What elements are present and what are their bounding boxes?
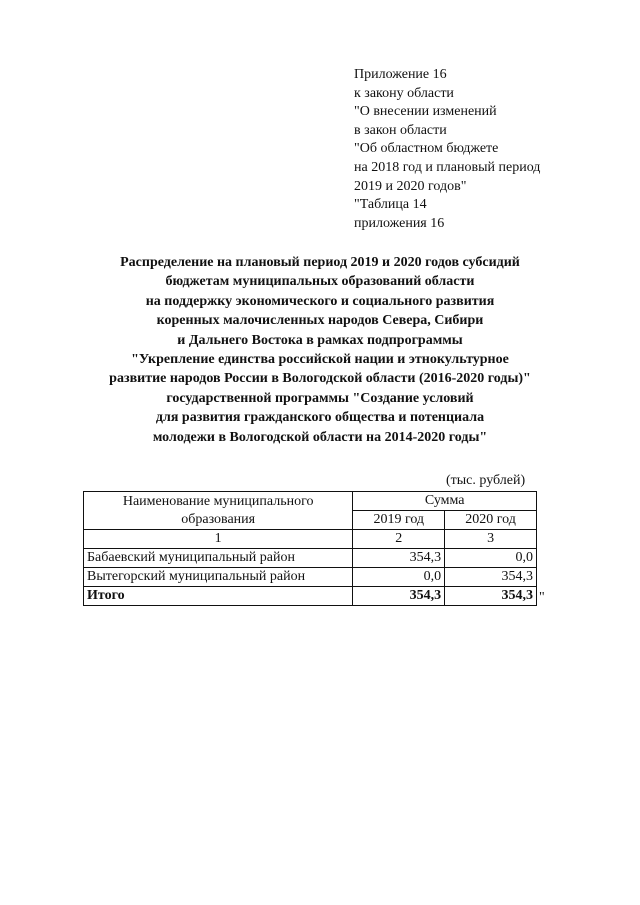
municipality-name: Бабаевский муниципальный район	[84, 549, 353, 568]
appendix-line: к закону области	[354, 85, 454, 101]
appendix-line: приложения 16	[354, 215, 445, 231]
title-line: государственной программы "Создание условий	[166, 390, 474, 406]
total-2020: 354,3	[445, 587, 537, 606]
header-year-2019: 2019 год	[353, 511, 445, 530]
column-numbers-row	[84, 530, 537, 549]
header-year-2020: 2020 год	[445, 511, 537, 530]
column-number: 2	[353, 530, 445, 549]
subsidy-table	[83, 491, 537, 606]
total-label: Итого	[84, 587, 353, 606]
title-line: и Дальнего Востока в рамках подпрограммы	[177, 332, 463, 348]
column-number: 3	[445, 530, 537, 549]
appendix-line: "Об областном бюджете	[354, 141, 499, 157]
appendix-line: на 2018 год и плановый период	[354, 159, 541, 175]
appendix-header	[354, 66, 540, 233]
title-line: коренных малочисленных народов Севера, Сибири	[156, 313, 484, 329]
column-number: 1	[84, 530, 353, 549]
value-2020: 354,3	[445, 568, 537, 587]
header-municipality-line2: образования	[181, 511, 256, 527]
appendix-line: 2019 и 2020 годов"	[354, 178, 467, 194]
appendix-line: "Таблица 14	[354, 197, 427, 213]
table-header-row	[84, 492, 537, 511]
closing-quote: "	[539, 590, 545, 605]
document-title	[60, 253, 580, 447]
table-row	[84, 549, 537, 568]
total-2019: 354,3	[353, 587, 445, 606]
title-line: развитие народов России в Вологодской области (2016-2020 годы)"	[109, 371, 531, 387]
header-municipality	[84, 492, 353, 530]
appendix-line: в закон области	[354, 122, 447, 138]
title-line: для развития гражданского общества и потенциала	[155, 410, 485, 426]
title-line: бюджетам муниципальных образований области	[165, 274, 475, 290]
table-row	[84, 568, 537, 587]
header-sum: Сумма	[353, 492, 537, 511]
value-2019: 354,3	[353, 549, 445, 568]
value-2019: 0,0	[353, 568, 445, 587]
value-2020: 0,0	[445, 549, 537, 568]
units-label: (тыс. рублей)	[446, 473, 526, 488]
appendix-line: "О внесении изменений	[354, 104, 497, 120]
total-row	[84, 587, 537, 606]
appendix-line: Приложение 16	[354, 67, 447, 82]
title-line: молодежи в Вологодской области на 2014-2020 годы"	[152, 429, 488, 445]
title-line: Распределение на плановый период 2019 и 2020 годов субсидий	[120, 255, 520, 270]
title-line: "Укрепление единства российской нации и этнокультурное	[131, 352, 509, 368]
municipality-name: Вытегорский муниципальный район	[84, 568, 353, 587]
title-line: на поддержку экономического и социального развития	[145, 293, 495, 309]
header-municipality-line1: Наименование муниципального	[122, 493, 314, 509]
